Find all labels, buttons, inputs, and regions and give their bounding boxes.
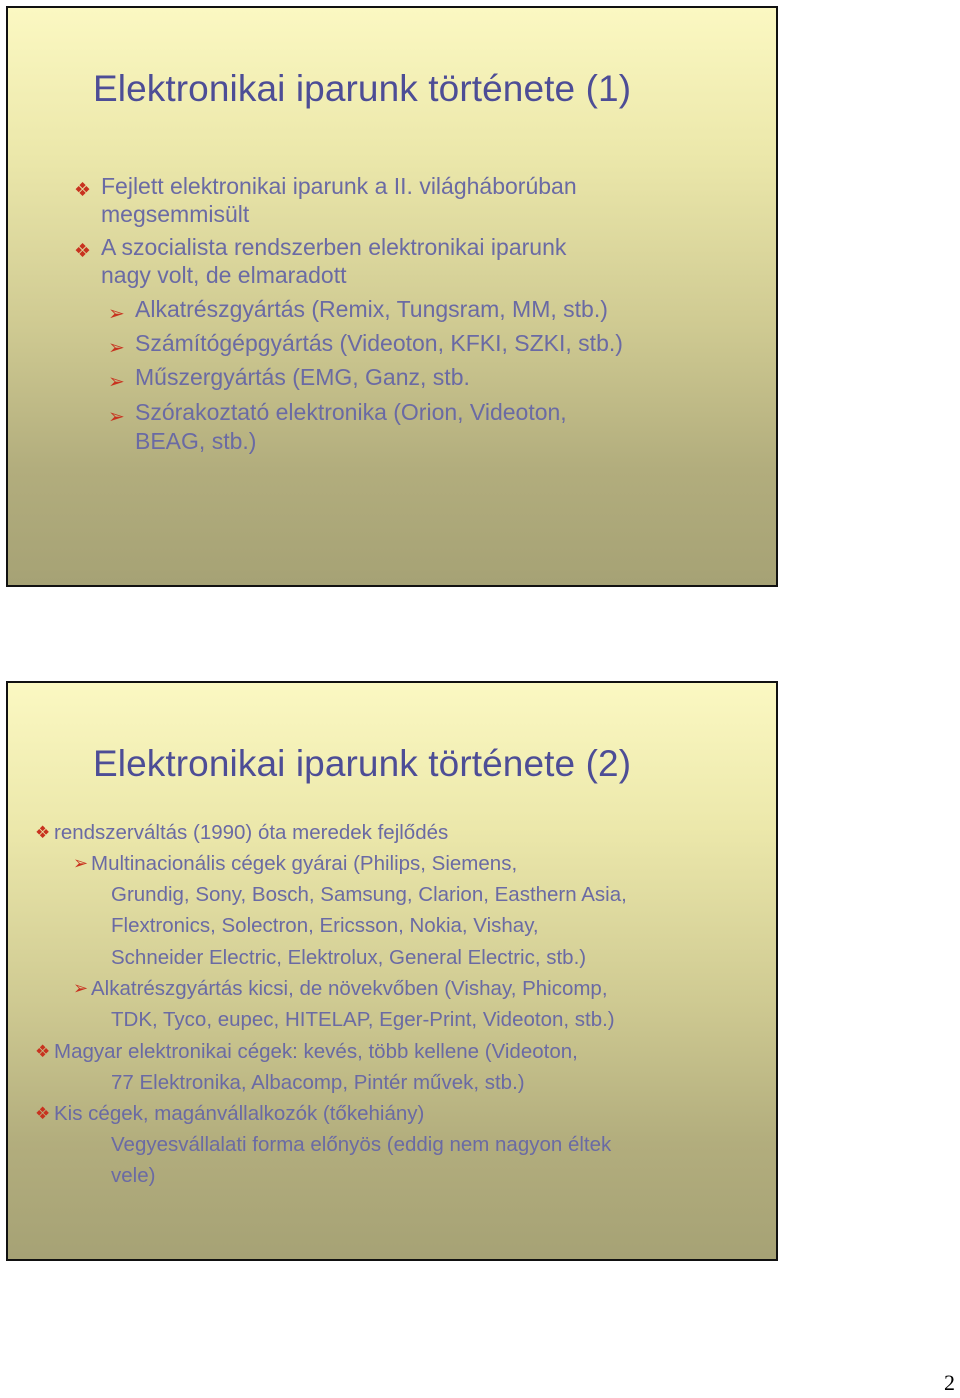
sub-bullet-text-continuation: Schneider Electric, Elektrolux, General Electric, stb.) [111, 946, 587, 969]
slide-1 [6, 6, 778, 587]
bullet-text-continuation: nagy volt, de elmaradott [101, 262, 347, 288]
bullet-text: Fejlett elektronikai iparunk a II. világháborúban [101, 173, 577, 199]
diamond-bullet-icon: ❖ [74, 241, 92, 262]
slide-2-title: Elektronikai iparunk története (2) [93, 743, 632, 784]
sub-bullet-text: Számítógépgyártás (Videoton, KFKI, SZKI, stb.) [135, 330, 623, 356]
arrow-bullet-icon: ➢ [108, 337, 125, 359]
sub-bullet-text-continuation: BEAG, stb.) [135, 428, 257, 454]
bullet-text-continuation: Vegyesvállalati forma előnyös (eddig nem nagyon éltek [111, 1133, 612, 1156]
diamond-bullet-icon: ❖ [35, 1104, 51, 1123]
slide-1-title: Elektronikai iparunk története (1) [93, 68, 632, 109]
arrow-bullet-icon: ➢ [108, 371, 125, 393]
sub-bullet-text-continuation: Grundig, Sony, Bosch, Samsung, Clarion, Easthern Asia, [111, 883, 627, 906]
sub-bullet-text: Alkatrészgyártás kicsi, de növekvőben (Vishay, Phicomp, [91, 977, 608, 1000]
bullet-text-continuation: vele) [111, 1164, 156, 1187]
arrow-bullet-icon: ➢ [73, 978, 89, 998]
arrow-bullet-icon: ➢ [108, 406, 125, 428]
slide-2 [6, 681, 778, 1261]
bullet-text: Kis cégek, magánvállalkozók (tőkehiány) [54, 1102, 425, 1125]
arrow-bullet-icon: ➢ [73, 853, 89, 873]
page-number: 2 [944, 1370, 955, 1395]
sub-bullet-text-continuation: TDK, Tyco, eupec, HITELAP, Eger-Print, Videoton, stb.) [111, 1008, 615, 1031]
arrow-bullet-icon: ➢ [108, 303, 125, 325]
sub-bullet-text: Műszergyártás (EMG, Ganz, stb. [135, 364, 470, 390]
bullet-text-continuation: megsemmisült [101, 201, 250, 227]
bullet-text: Magyar elektronikai cégek: kevés, több kellene (Videoton, [54, 1040, 578, 1063]
bullet-text: A szocialista rendszerben elektronikai iparunk [101, 234, 567, 260]
sub-bullet-text-continuation: Flextronics, Solectron, Ericsson, Nokia, Vishay, [111, 914, 539, 937]
sub-bullet-text: Multinacionális cégek gyárai (Philips, Siemens, [91, 852, 518, 875]
bullet-text: rendszerváltás (1990) óta meredek fejlődés [54, 821, 449, 844]
diamond-bullet-icon: ❖ [35, 823, 51, 842]
diamond-bullet-icon: ❖ [74, 180, 92, 201]
sub-bullet-text: Szórakoztató elektronika (Orion, Videoton, [135, 399, 567, 425]
sub-bullet-text: Alkatrészgyártás (Remix, Tungsram, MM, stb.) [135, 296, 608, 322]
bullet-text-continuation: 77 Elektronika, Albacomp, Pintér művek, stb.) [111, 1071, 525, 1094]
diamond-bullet-icon: ❖ [35, 1042, 51, 1061]
